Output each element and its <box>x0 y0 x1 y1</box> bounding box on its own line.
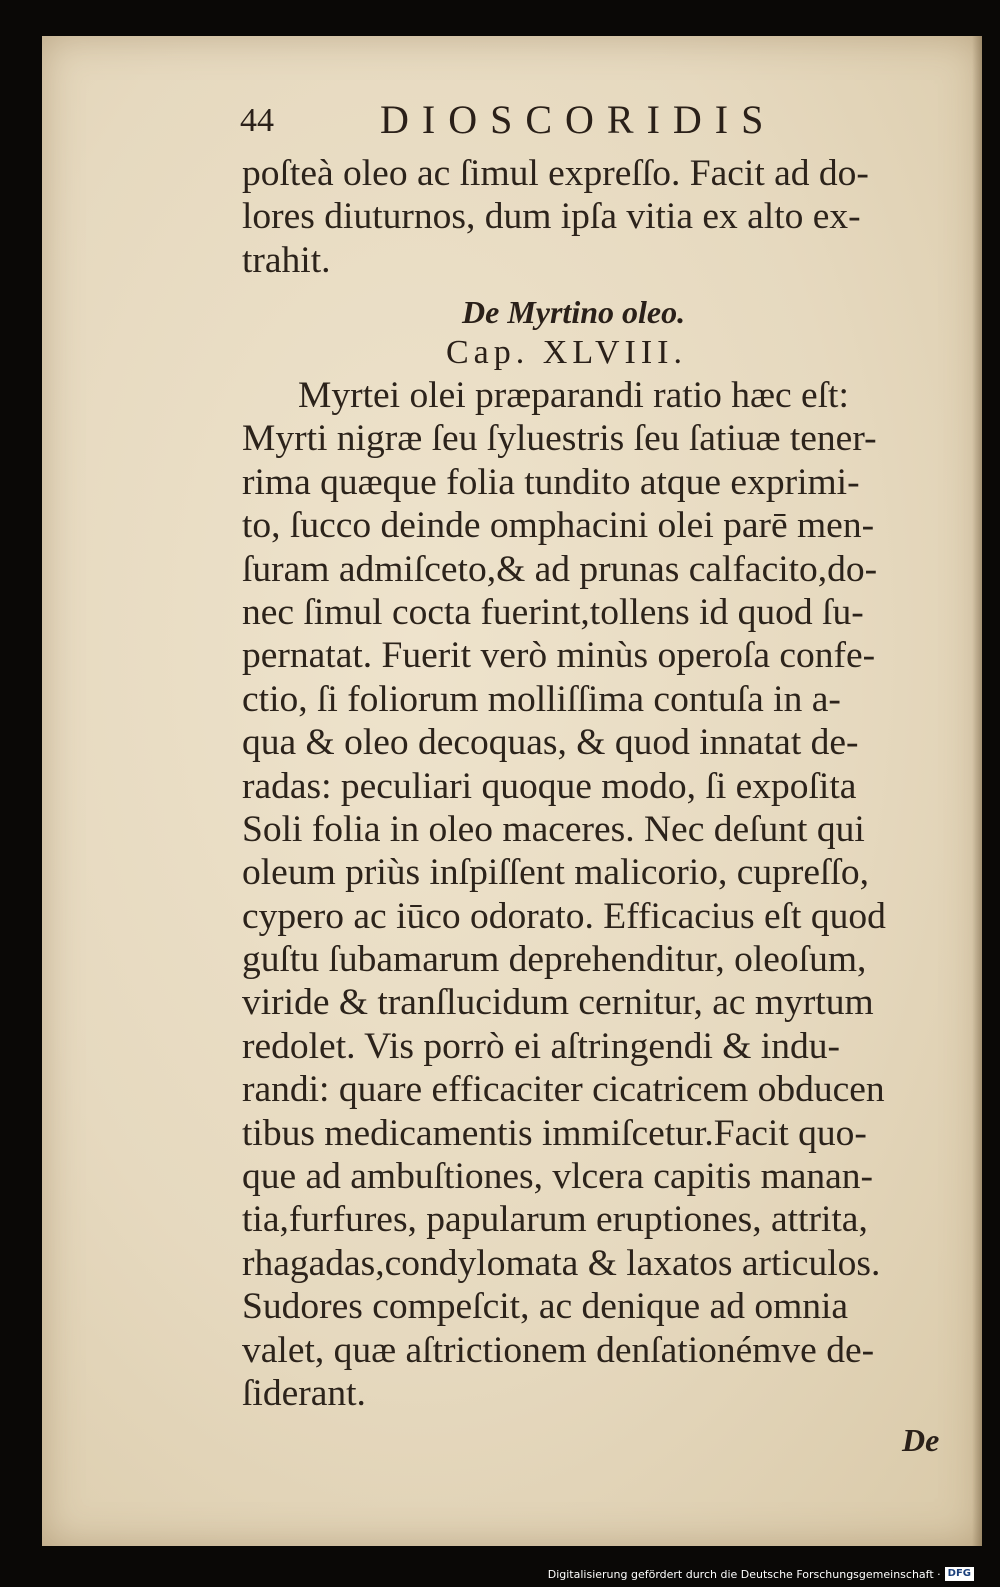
text-line: rhagadas,condylomata & laxatos articulos. <box>242 1242 881 1284</box>
running-head: DIOSCORIDIS <box>380 97 777 142</box>
text-line: redolet. Vis porrò ei aſtringendi & indu- <box>242 1025 840 1067</box>
text-line: qua & oleo decoquas, & quod innatat de- <box>242 722 859 764</box>
text-line: ctio, ſi foliorum molliſſima contuſa in a- <box>242 678 841 720</box>
text-line: oleum priùs inſpiſſent malicorio, cupreſſo, <box>242 852 869 894</box>
text-line: ſiderant. <box>242 1372 366 1414</box>
text-line: que ad ambuſtiones, vlcera capitis manan- <box>242 1156 874 1198</box>
text-line: pernatat. Fuerit verò minùs operoſa confe- <box>242 635 876 677</box>
text-line: tibus medicamentis immiſcetur.Facit quo- <box>242 1112 867 1154</box>
text-before-chapter <box>242 152 952 282</box>
text-line: radas: peculiari quoque modo, ſi expoſita <box>242 765 857 807</box>
text-line: lores diuturnos, dum ipſa vitia ex alto ex- <box>242 196 861 238</box>
text-line: randi: quare efficaciter cicatricem obducen <box>242 1069 885 1111</box>
text-line: guſtu ſubamarum deprehenditur, oleoſum, <box>242 939 867 981</box>
text-line: valet, quæ aſtrictionem denſationémve de- <box>242 1329 875 1371</box>
text-line: Soli folia in oleo maceres. Nec deſunt qui <box>242 808 865 850</box>
footer-text: Digitalisierung gefördert durch die Deutsche Forschungsgemeinschaft · <box>547 1567 941 1581</box>
chapter-title: De Myrtino oleo. <box>462 294 686 330</box>
text-line: rima quæque folia tundito atque exprimi- <box>242 461 860 503</box>
text-line: trahit. <box>242 239 331 281</box>
dfg-logo: DFG <box>945 1567 974 1581</box>
text-line: nec ſimul cocta fuerint,tollens id quod ſu- <box>242 591 864 633</box>
text-line: ſuram admiſceto,& ad prunas calfacito,do- <box>242 548 878 590</box>
text-line: poſteà oleo ac ſimul expreſſo. Facit ad do- <box>242 153 869 194</box>
digitization-footer <box>548 1563 974 1585</box>
page-number: 44 <box>240 102 274 139</box>
catchword: De <box>902 1422 940 1458</box>
text-line: viride & tranſlucidum cernitur, ac myrtum <box>242 982 874 1024</box>
text-line: to, ſucco deinde omphacini olei parē men- <box>242 505 875 547</box>
chapter-number: Cap. XLVIII. <box>446 334 687 371</box>
text-line: Myrti nigræ ſeu ſyluestris ſeu ſatiuæ tener- <box>242 418 877 460</box>
text-line: tia,furfures, papularum eruptiones, attrita, <box>242 1199 868 1241</box>
page-header <box>240 96 840 146</box>
page-edge-shadow <box>972 36 982 1546</box>
chapter-body-text <box>242 374 952 1415</box>
text-line: cypero ac iūco odorato. Efficacius eſt quod <box>242 895 886 937</box>
text-line: Sudores compeſcit, ac denique ad omnia <box>242 1286 849 1328</box>
text-line: Myrtei olei præparandi ratio hæc eſt: <box>298 375 849 416</box>
